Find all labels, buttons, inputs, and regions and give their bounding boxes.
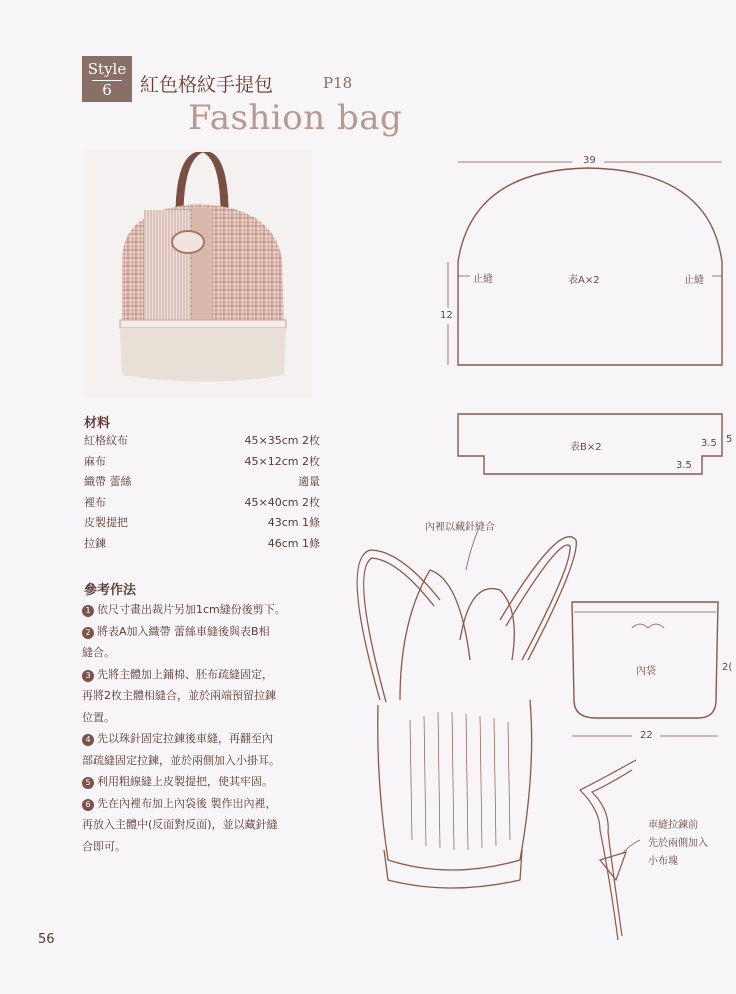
- step-number: 3: [82, 670, 94, 682]
- pattern-b-label: 表B×2: [570, 442, 602, 453]
- english-title: Fashion bag: [188, 98, 403, 138]
- stop-stitch-right: 止縫: [684, 275, 704, 286]
- material-size: 45×40cm 2枚: [244, 495, 320, 509]
- step-number: 2: [82, 627, 94, 639]
- page-number: 56: [38, 932, 55, 947]
- materials-heading: 材料: [84, 416, 111, 431]
- material-name: 拉鍊: [84, 536, 106, 550]
- step-line: 位置。: [82, 710, 115, 724]
- pattern-b-edge-mark: 5: [726, 434, 733, 445]
- material-name: 紅格紋布: [84, 434, 128, 447]
- pattern-a-label: 表A×2: [568, 275, 600, 286]
- zipper-note-line: 先於兩側加入: [648, 838, 708, 849]
- lining-note: 內裡以藏針縫合: [425, 522, 495, 533]
- stop-stitch-left: 止縫: [473, 274, 493, 285]
- step-line: 再將2枚主體相縫合，並於兩端預留拉鍊: [82, 689, 276, 702]
- step-line: 合即可。: [82, 839, 126, 853]
- step-line: 5 利用粗線縫上皮製提把，使其牢固。: [82, 771, 332, 793]
- step-line: 6 先在內裡布加上內袋後 製作出內裡，: [82, 793, 332, 815]
- step-number: 6: [82, 799, 94, 811]
- pocket-label: 內袋: [636, 666, 656, 677]
- material-size: 46cm 1條: [267, 536, 320, 550]
- zipper-sketch: [580, 760, 640, 940]
- zipper-note-line: 車縫拉鍊前: [648, 820, 698, 831]
- pattern-a-height: 12: [440, 310, 453, 321]
- step-line: 2 將表A加入織帶 蕾絲車縫後與表B相: [82, 621, 332, 643]
- pattern-b-bottom-dim: 3.5: [676, 460, 692, 471]
- step-line: 再放入主體中(反面對反面)，並以藏針縫: [82, 818, 278, 831]
- step-line: 4 先以珠針固定拉鍊後車縫，再翻至內: [82, 728, 332, 750]
- material-size: 適量: [298, 475, 320, 488]
- page-title: 紅色格紋手提包: [140, 74, 274, 96]
- step-number: 4: [82, 734, 94, 746]
- pocket-side-mark: 2(: [722, 662, 733, 673]
- material-name: 皮製提把: [84, 516, 128, 529]
- pattern-b-right-dim: 3.5: [701, 438, 717, 449]
- pattern-a-outline: [458, 168, 722, 365]
- step-line: 1 依尺寸畫出裁片另加1cm縫份後剪下。: [82, 599, 332, 621]
- pattern-a-width: 39: [583, 155, 596, 166]
- material-size: 45×12cm 2枚: [244, 454, 320, 468]
- material-name: 麻布: [84, 454, 106, 468]
- style-word: Style: [87, 60, 127, 78]
- page-reference: P18: [323, 74, 353, 92]
- step-line: 3 先將主體加上鋪棉、胚布疏縫固定，: [82, 664, 332, 686]
- pocket-outline: [572, 602, 718, 718]
- zipper-note-line: 小布塊: [648, 856, 678, 867]
- material-name: 織帶 蕾絲: [84, 475, 132, 488]
- step-line: 部疏縫固定拉鍊，並於兩側加入小掛耳。: [82, 753, 280, 767]
- style-number: 6: [92, 80, 122, 99]
- step-number: 1: [82, 605, 94, 617]
- material-size: 45×35cm 2枚: [244, 434, 320, 447]
- method-heading: 參考作法: [84, 583, 137, 598]
- step-line: 縫合。: [82, 646, 115, 659]
- pocket-width: 22: [640, 730, 653, 741]
- material-name: 裡布: [84, 495, 106, 509]
- step-number: 5: [82, 777, 94, 789]
- bag-sketch: [357, 537, 576, 888]
- material-size: 43cm 1條: [267, 516, 320, 529]
